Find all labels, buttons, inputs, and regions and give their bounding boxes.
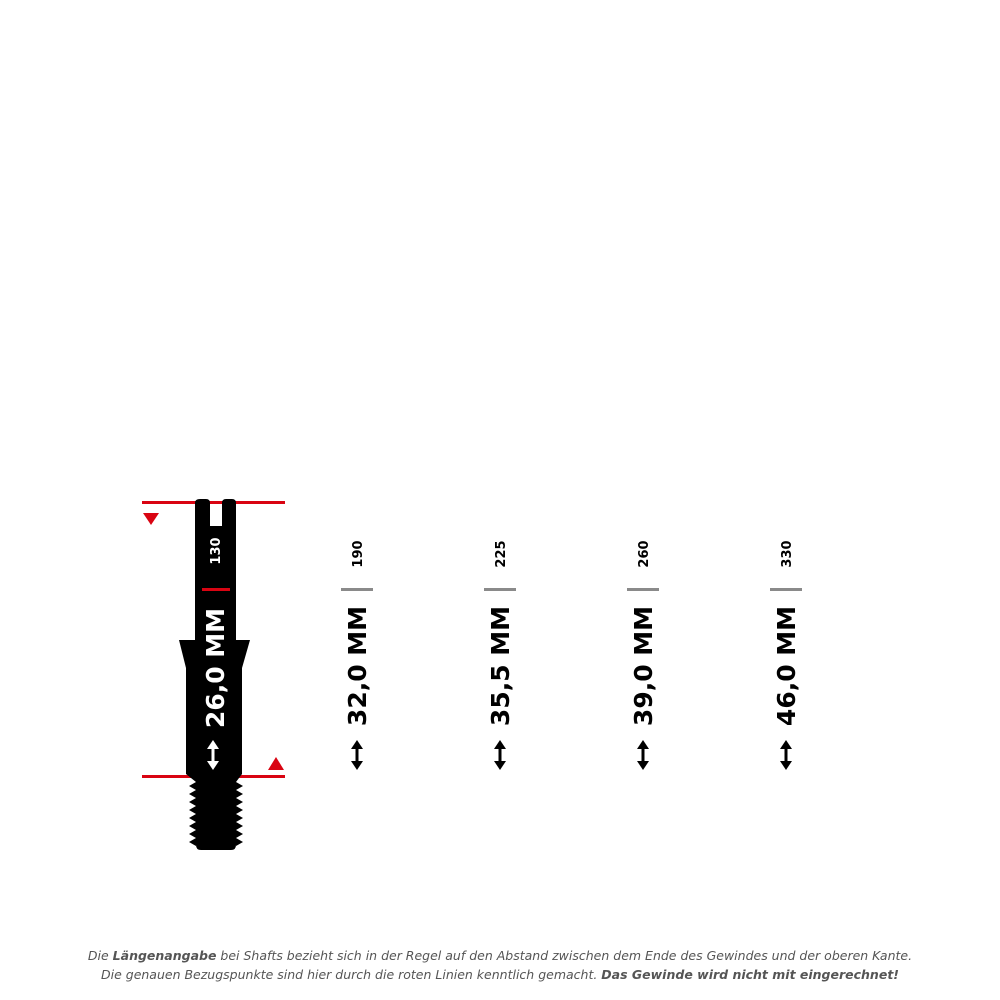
thread-tooth	[236, 822, 243, 830]
grey-reference-mark	[341, 588, 373, 591]
double-vertical-arrow-icon	[351, 740, 363, 770]
variant-length: 32,0 MM	[343, 605, 372, 727]
thread-tooth	[236, 782, 243, 790]
grey-reference-mark	[484, 588, 516, 591]
thread-tooth	[236, 806, 243, 814]
thread-tooth	[236, 790, 243, 798]
variant-code: 330	[780, 540, 795, 568]
variant-225	[484, 540, 516, 770]
variants	[341, 540, 802, 770]
thread-tooth	[236, 814, 243, 822]
thread-tooth	[189, 822, 196, 830]
inner-reference-mark	[202, 588, 230, 591]
caption	[0, 946, 1000, 984]
thread-tooth	[189, 814, 196, 822]
caption-text: Die	[87, 948, 113, 963]
double-vertical-arrow-icon	[494, 740, 506, 770]
thread-tooth	[189, 782, 196, 790]
variant-length: 35,5 MM	[486, 605, 515, 727]
main-shaft-code: 130	[209, 537, 224, 565]
caption-emphasis: Längenangabe	[112, 948, 217, 963]
main-shaft-length: 26,0 MM	[201, 607, 230, 729]
thread-tooth	[189, 798, 196, 806]
variant-length: 39,0 MM	[629, 605, 658, 727]
triangle-up-icon	[268, 757, 284, 770]
caption-emphasis: Das Gewinde wird nicht mit eingerechnet!	[601, 967, 899, 982]
variant-190	[341, 540, 373, 770]
caption-line-2	[0, 965, 1000, 984]
thread-tooth	[189, 790, 196, 798]
variant-length: 46,0 MM	[772, 605, 801, 727]
top-reference-line	[142, 501, 285, 504]
thread-tooth	[236, 798, 243, 806]
grey-reference-mark	[627, 588, 659, 591]
variant-code: 225	[494, 540, 509, 568]
caption-text: Die genauen Bezugspunkte sind hier durch die roten Linien kenntlich gemacht.	[101, 967, 602, 982]
triangle-down-icon	[143, 513, 159, 525]
variant-code: 260	[637, 540, 652, 568]
variant-260	[627, 540, 659, 770]
double-vertical-arrow-icon	[637, 740, 649, 770]
caption-line-1	[0, 946, 1000, 965]
thread-tooth	[189, 838, 196, 846]
caption-text: bei Shafts bezieht sich in der Regel auf den Abstand zwischen dem Ende des Gewindes und der oberen Kante.	[216, 948, 913, 963]
double-vertical-arrow-icon	[780, 740, 792, 770]
thread-tooth	[236, 838, 243, 846]
thread-tooth	[236, 830, 243, 838]
variant-330	[770, 540, 802, 770]
thread-tooth	[189, 806, 196, 814]
grey-reference-mark	[770, 588, 802, 591]
thread-tooth	[189, 830, 196, 838]
variant-code: 190	[351, 540, 366, 568]
